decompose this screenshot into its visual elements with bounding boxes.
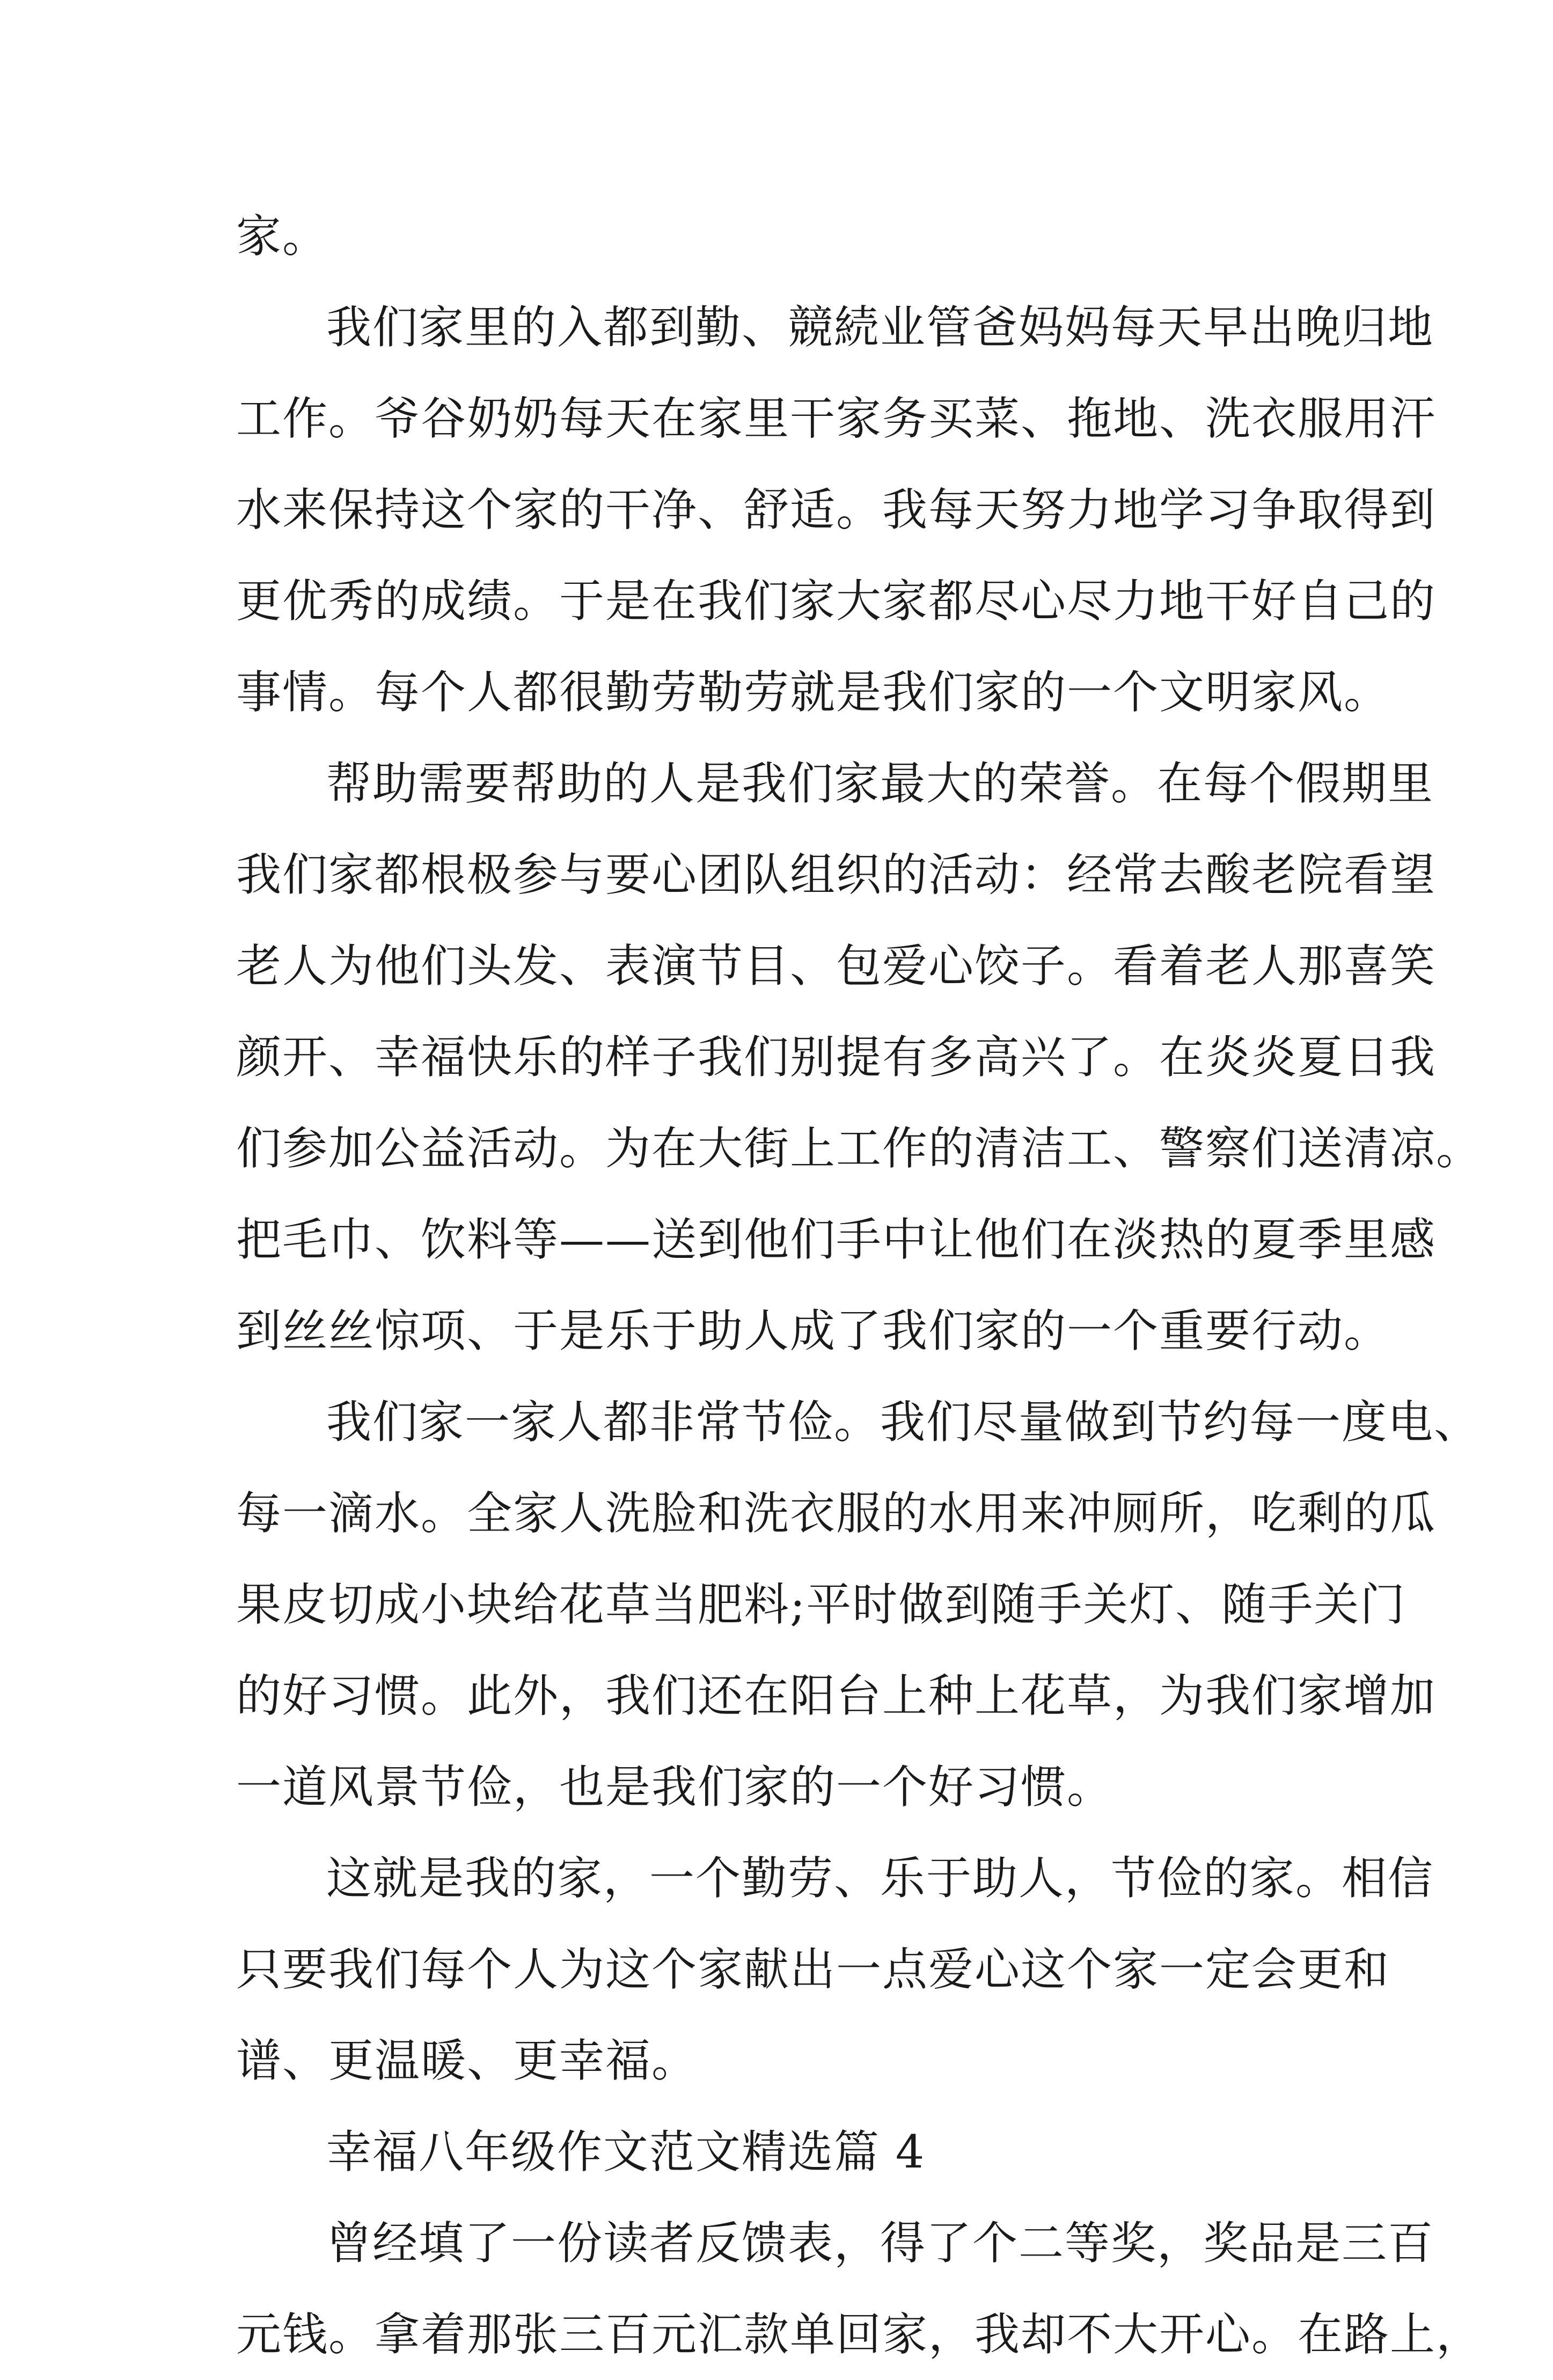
text-line: 曾经填了一份读者反馈表，得了个二等奖，奖品是三百 [326, 2217, 1434, 2269]
text-line: 我们家一家人都非常节俭。我们尽量做到节约每一度电、 [326, 1396, 1481, 1448]
text-line: 颜开、幸福快乐的样子我们别提有多高兴了。在炎炎夏日我 [236, 1031, 1437, 1083]
text-line: 幸福八年级作文范文精选篇 4 [326, 2126, 926, 2178]
text-line: 一道风景节俭，也是我们家的一个好习惯。 [236, 1761, 1114, 1813]
text-line: 每一滴水。全家人洗脸和洗衣服的水用来冲厕所，吃剩的瓜 [236, 1487, 1437, 1540]
text-line: 帮助需要帮助的人是我们家最大的荣誉。在每个假期里 [326, 757, 1434, 810]
text-line: 我们家里的入都到勤、競続业管爸妈妈每天早出晚归地 [326, 301, 1434, 354]
text-line: 把毛巾、饮料等——送到他们手中让他们在淡热的夏季里感 [236, 1213, 1437, 1266]
text-line: 果皮切成小块给花草当肥料;平时做到随手关灯、随手关门 [236, 1578, 1407, 1631]
text-line: 们参加公益活动。为在大街上工作的清洁工、警察们送清凉。 [236, 1122, 1483, 1175]
text-line: 到丝丝惊项、于是乐于助人成了我们家的一个重要行动。 [236, 1305, 1390, 1357]
text-line: 家。 [236, 210, 329, 262]
text-line: 事情。每个人都很勤劳勒劳就是我们家的一个文明家风。 [236, 666, 1390, 719]
text-line: 我们家都根极参与要心团队组织的活动：经常去酸老院看望 [236, 848, 1437, 901]
text-line: 的好习惯。此外，我们还在阳台上种上花草，为我们家增加 [236, 1669, 1437, 1722]
text-line: 老人为他们头发、表演节目、包爱心饺子。看着老人那喜笑 [236, 940, 1437, 992]
text-line: 这就是我的家，一个勤劳、乐于助人，节俭的家。相信 [326, 1852, 1434, 1905]
document-body [236, 191, 1483, 2380]
text-line: 只要我们每个人为这个家献出一点爱心这个家一定会更和 [236, 1943, 1390, 1996]
text-line: 元钱。拿着那张三百元汇款单回家，我却不大开心。在路上， [236, 2308, 1483, 2361]
text-line: 工作。爷谷奶奶每天在家里干家务买菜、拖地、洗衣服用汗 [236, 392, 1437, 445]
text-line: 水来保持这个家的干净、舒适。我每天努力地学习争取得到 [236, 484, 1437, 536]
text-line: 更优秀的成绩。于是在我们家大家都尽心尽力地干好自己的 [236, 575, 1437, 627]
text-line: 谱、更温暖、更幸福。 [236, 2034, 698, 2087]
